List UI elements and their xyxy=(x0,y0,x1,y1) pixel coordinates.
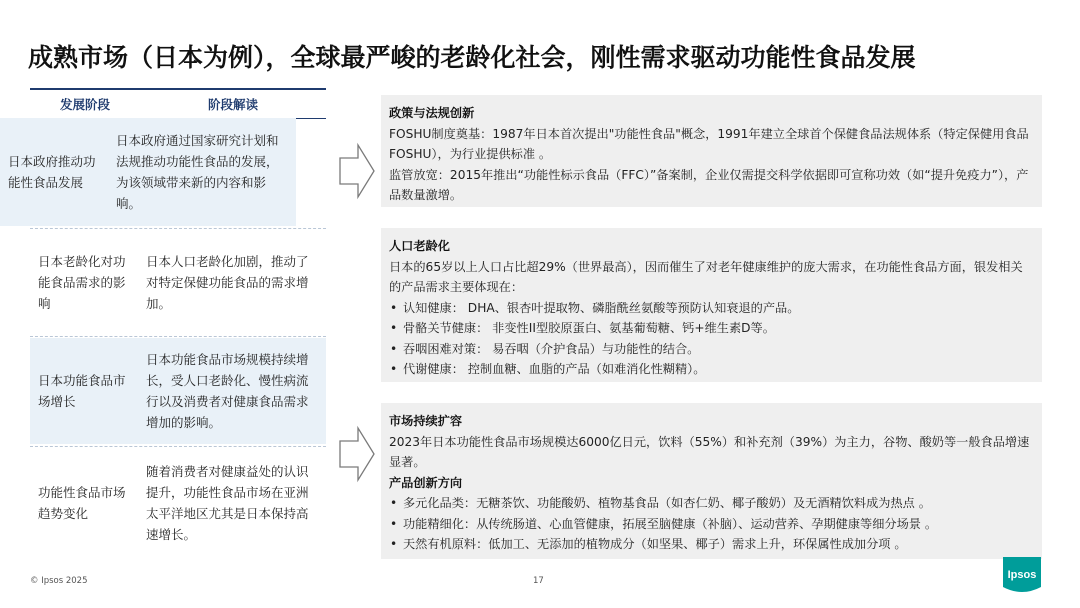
page-number: 17 xyxy=(533,576,544,586)
market-panel xyxy=(381,403,1042,559)
market-heading: 市场持续扩容 xyxy=(389,414,463,428)
desc-cell: 日本功能食品市场规模持续增长，受人口老龄化、慢性病流行以及消费者对健康食品需求增加的影响。 xyxy=(146,352,309,430)
aging-intro-text: 日本的65岁以上人口占比超29%（世界最高），因而催生了对老年健康维护的庞大需求，在功能性食品方面，银发相关的产品需求主要体现在： xyxy=(389,259,1023,294)
aging-heading: 人口老龄化 xyxy=(389,239,450,253)
header-stage: 发展阶段 xyxy=(59,97,110,112)
right-arrow-icon xyxy=(338,425,376,483)
stage-cell: 日本老龄化对功能食品需求的影响 xyxy=(38,253,126,311)
list-item: • 天然有机原料：低加工、无添加的植物成分（如坚果、椰子）需求上升，环保属性成加分项 。 xyxy=(389,534,1032,555)
list-item: • 吞咽困难对策： 易吞咽（介护食品）与功能性的结合。 xyxy=(389,339,1032,360)
table-header xyxy=(30,88,326,119)
stage-cell: 日本政府推动功能性食品发展 xyxy=(8,154,96,190)
desc-cell: 日本政府通过国家研究计划和法规推动功能性食品的发展，为该领域带来新的内容和影响。 xyxy=(116,133,279,211)
policy-foshu-text: FOSHU制度奠基：1987年日本首次提出"功能性食品"概念，1991年建立全球首个保健食品法规体系（特定保健用食品FOSHU），为行业提供标准 。 xyxy=(389,126,1029,161)
list-item: • 代谢健康： 控制血糖、血脂的产品（如难消化性糊精）。 xyxy=(389,359,1032,380)
stage-cell: 日本功能食品市场增长 xyxy=(38,373,126,409)
table-row xyxy=(0,118,296,226)
aging-panel xyxy=(381,228,1042,382)
row-divider xyxy=(30,228,326,229)
innovation-bullet-list xyxy=(389,493,1032,555)
row-divider xyxy=(30,336,326,337)
policy-panel xyxy=(381,95,1042,207)
right-arrow-icon xyxy=(338,142,376,200)
list-item: • 骨骼关节健康： 非变性II型胶原蛋白、氨基葡萄糖、钙+维生素D等。 xyxy=(389,318,1032,339)
table-row xyxy=(30,450,326,556)
market-size-text: 2023年日本功能性食品市场规模达6000亿日元，饮料（55%）和补充剂（39%）为主力，谷物、酸奶等一般食品增速显著。 xyxy=(389,434,1030,469)
list-item: • 多元化品类：无糖茶饮、功能酸奶、植物基食品（如杏仁奶、椰子酸奶）及无酒精饮料成为热点 。 xyxy=(389,493,1032,514)
svg-text:Ipsos: Ipsos xyxy=(1007,569,1037,581)
desc-cell: 日本人口老龄化加剧，推动了对特定保健功能食品的需求增加。 xyxy=(146,253,309,311)
row-divider xyxy=(30,446,326,447)
stage-table xyxy=(30,88,326,119)
policy-deregulation-text: 监管放宽：2015年推出“功能性标示食品（FFC）”备案制，企业仅需提交科学依据即可宣称功效（如“提升免疫力”），产品数量激增。 xyxy=(389,167,1029,202)
table-row xyxy=(30,230,326,334)
stage-cell: 功能性食品市场趋势变化 xyxy=(38,485,126,521)
innovation-heading: 产品创新方向 xyxy=(389,475,463,490)
ipsos-logo xyxy=(1003,557,1041,593)
list-item: • 认知健康： DHA、银杏叶提取物、磷脂酰丝氨酸等预防认知衰退的产品。 xyxy=(389,298,1032,319)
desc-cell: 随着消费者对健康益处的认识提升，功能性食品市场在亚洲太平洋地区尤其是日本保持高速增长。 xyxy=(146,464,309,542)
list-item: • 功能精细化：从传统肠道、心血管健康，拓展至脑健康（补脑）、运动营养、孕期健康等细分场景 。 xyxy=(389,514,1032,535)
header-desc: 阶段解读 xyxy=(207,97,258,112)
copyright-text: © Ipsos 2025 xyxy=(30,576,88,586)
aging-bullet-list xyxy=(389,298,1032,380)
policy-heading: 政策与法规创新 xyxy=(389,106,475,120)
table-row xyxy=(30,338,326,444)
page-title: 成熟市场（日本为例），全球最严峻的老龄化社会，刚性需求驱动功能性食品发展 xyxy=(28,43,916,72)
